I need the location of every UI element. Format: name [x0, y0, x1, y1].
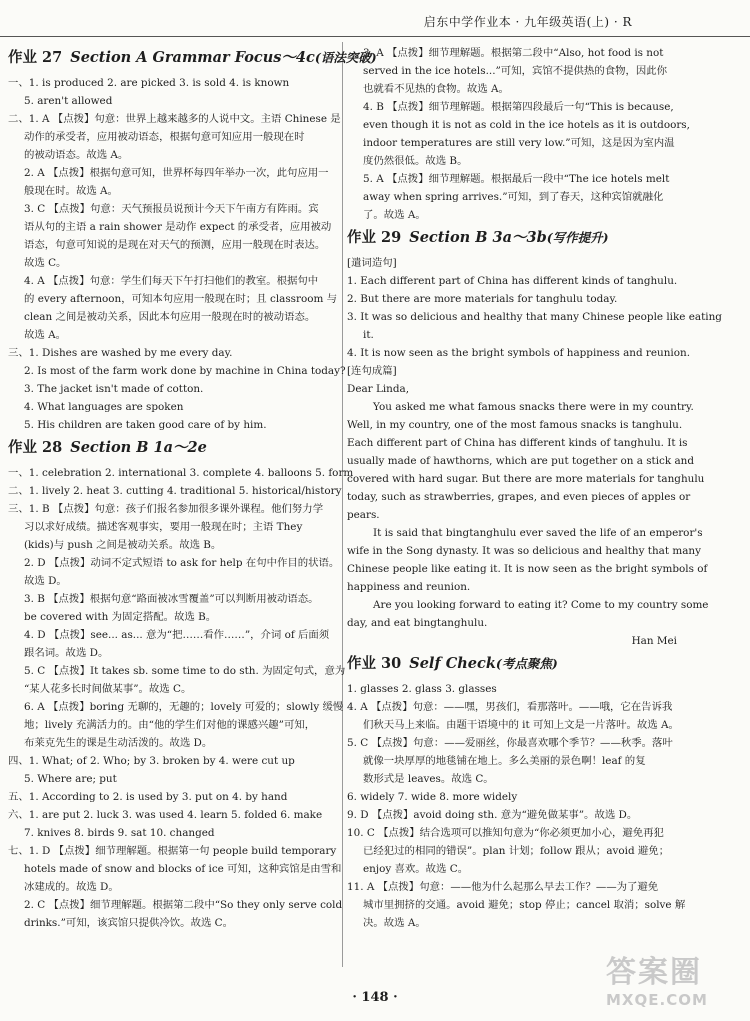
answer-line: 布莱克先生的课是生动活泼的。故选 D。 — [24, 737, 213, 749]
answer-line: 动作的承受者，应用被动语态，根据句意可知应用一般现在时 — [24, 131, 305, 143]
answer-line: 的 every afternoon，可知本句应用一般现在时；且 classroom 与 — [24, 293, 338, 305]
section-title — [347, 654, 681, 674]
answer-line: 4. What languages are spoken — [24, 401, 184, 413]
section-title — [8, 48, 377, 68]
watermark-logo — [606, 955, 742, 1017]
answer-line: 三、1. Dishes are washed by me every day. — [8, 347, 233, 359]
answer-line: 度仍然很低。故选 B。 — [363, 155, 468, 167]
section-title — [347, 228, 681, 248]
answer-line: away when spring arrives.”可知，到了春天，这种宾馆就融化 — [363, 191, 664, 203]
answer-line: 语从句的主语 a rain shower 是动作 expect 的承受者，应用被动 — [24, 221, 332, 233]
answer-line: Are you looking forward to eating it? Come to my country some — [373, 599, 709, 611]
answer-line: hotels made of snow and blocks of ice 可知，这种宾馆是由雪和 — [24, 863, 342, 875]
answer-line: 七、1. D 【点拨】细节理解题。根据第一句 people build temporary — [8, 845, 337, 857]
answer-line: 11. A 【点拨】句意：——他为什么起那么早去工作？——为了避免 — [347, 881, 659, 893]
answer-line: drinks.”可知，该宾馆只提供冷饮。故选 C。 — [24, 917, 233, 929]
answer-line: 二、1. lively 2. heat 3. cutting 4. traditional 5. historical/history — [8, 485, 342, 497]
answer-line: 2. A 【点拨】根据句意可知，世界杯每四年举办一次，此句应用一 — [24, 167, 329, 179]
answer-line: 4. It is now seen as the bright symbols of happiness and reunion. — [347, 347, 691, 359]
answer-line: 故选 A。 — [24, 329, 66, 341]
answer-line: 4. A 【点拨】句意：——嘿，男孩们，看那落叶。——哦，它在告诉我 — [347, 701, 673, 713]
section-name: Self Check — [409, 655, 496, 672]
answer-line: 3. The jacket isn't made of cotton. — [24, 383, 204, 395]
answer-line: 也就看不见热的食物。故选 A。 — [363, 83, 509, 95]
answer-line: 5. A 【点拨】细节理解题。根据最后一段中“The ice hotels melt — [363, 173, 670, 185]
answer-line: today, such as strawberries, grapes, and even pieces of apples or — [347, 491, 691, 503]
answer-line: 3. C 【点拨】句意：天气预报员说预计今天下午南方有阵雨。宾 — [24, 203, 319, 215]
answer-line: wife in the Song dynasty. It was so delicious and healthy that many — [347, 545, 701, 557]
section-number: 作业 30 — [347, 655, 402, 672]
answer-line: 4. D 【点拨】see... as... 意为“把……看作……”，介词 of 后面须 — [24, 629, 330, 641]
section-tag: (写作提升) — [546, 230, 609, 245]
answer-line: 9. D 【点拨】avoid doing sth. 意为“避免做某事”。故选 D。 — [347, 809, 638, 821]
answer-line: clean 之间是被动关系，因此本句应用一般现在时的被动语态。 — [24, 311, 316, 323]
answer-line: Chinese people like eating it. It is now seen as the bright symbols of — [347, 563, 708, 575]
answer-line: 习以求好成绩。描述客观事实，要用一般现在时；主语 They — [24, 521, 303, 533]
answer-line: It is said that bingtanghulu ever saved the life of an emperor's — [373, 527, 703, 539]
page-header — [0, 0, 750, 37]
answer-line: served in the ice hotels...”可知，宾馆不提供热的食物，因此你 — [363, 65, 668, 77]
header-title: 启东中学作业本 · 九年级英语(上) · R — [423, 15, 632, 29]
answer-line: 3. It was so delicious and healthy that many Chinese people like eating — [347, 311, 722, 323]
answer-line: 2. Is most of the farm work done by machine in China today? — [24, 365, 346, 377]
section-number: 作业 27 — [8, 49, 63, 66]
answer-line: 4. A 【点拨】句意：学生们每天下午打扫他们的教室。根据句中 — [24, 275, 319, 287]
answer-line: 四、1. What; of 2. Who; by 3. broken by 4. were cut up — [8, 755, 295, 767]
answer-line: 三、1. B 【点拨】句意：孩子们报名参加很多课外课程。他们努力学 — [8, 503, 324, 515]
answer-line: 5. aren't allowed — [24, 95, 113, 107]
answer-line: usually made of hawthorns, which are put together on a stick and — [347, 455, 695, 467]
answer-line: 2. C 【点拨】细节理解题。根据第二段中“So they only serve cold — [24, 899, 343, 911]
answer-line: 已经犯过的相同的错误”。plan 计划；follow 跟从；avoid 避免； — [363, 845, 670, 857]
section-name: Section B 3a～3b — [409, 229, 547, 246]
answer-line: 3. B 【点拨】根据句意“路面被冰雪覆盖”可以判断用被动语态。 — [24, 593, 319, 605]
answer-line: 六、1. are put 2. luck 3. was used 4. learn 5. folded 6. make — [8, 809, 323, 821]
answer-line: indoor temperatures are still very low.”可知，这是因为室内温 — [363, 137, 675, 149]
answer-line: 数形式是 leaves。故选 C。 — [363, 773, 494, 785]
page-number: · 148 · — [352, 990, 398, 1005]
answer-line: “某人花多长时间做某事”。故选 C。 — [24, 683, 192, 695]
section-title — [8, 438, 348, 458]
answer-line: covered with hard sugar. But there are more materials for tanghulu — [347, 473, 705, 485]
answer-line: be covered with 为固定搭配。故选 B。 — [24, 611, 217, 623]
answer-line: 般现在时。故选 A。 — [24, 185, 118, 197]
answer-line: pears. — [347, 509, 380, 521]
answer-line: 冰建成的。故选 D。 — [24, 881, 119, 893]
section-name: Section A Grammar Focus～4c — [70, 49, 315, 66]
section-tag: (考点聚焦) — [495, 656, 558, 671]
answer-line: 3. A 【点拨】细节理解题。根据第二段中“Also, hot food is not — [363, 47, 664, 59]
answer-line: 故选 D。 — [24, 575, 67, 587]
section-tag: (语法突破) — [314, 50, 377, 65]
answer-line: 一、1. celebration 2. international 3. complete 4. balloons 5. form — [8, 467, 354, 479]
answer-line: happiness and reunion. — [347, 581, 471, 593]
answer-line: [遣词造句] — [347, 257, 397, 269]
answer-line: even though it is not as cold in the ice hotels as it is outdoors, — [363, 119, 690, 131]
answer-line: 5. C 【点拨】句意：——爱丽丝，你最喜欢哪个季节？——秋季。落叶 — [347, 737, 673, 749]
section-number: 作业 29 — [347, 229, 402, 246]
answer-line: 1. glasses 2. glass 3. glasses — [347, 683, 497, 695]
answer-line: 故选 C。 — [24, 257, 67, 269]
answer-line: it. — [363, 329, 374, 341]
answer-line: 们秋天马上来临。由题干语境中的 it 可知上文是一片落叶。故选 A。 — [363, 719, 679, 731]
answer-line: 2. But there are more materials for tanghulu today. — [347, 293, 618, 305]
answer-line: Each different part of China has different kinds of tanghulu. It is — [347, 437, 688, 449]
section-number: 作业 28 — [8, 439, 63, 456]
answer-line: (kids)与 push 之间是被动关系。故选 B。 — [24, 539, 222, 551]
answer-line: 了。故选 A。 — [363, 209, 426, 221]
answer-line: 五、1. According to 2. is used by 3. put on 4. by hand — [8, 791, 288, 803]
answer-line: 跟名词。故选 D。 — [24, 647, 109, 659]
answer-line: 城市里拥挤的交通。avoid 避免；stop 停止；cancel 取消；solve 解 — [363, 899, 686, 911]
answer-line: 2. D 【点拨】动词不定式短语 to ask for help 在句中作目的状语。 — [24, 557, 340, 569]
answer-line: 就像一块厚厚的地毯铺在地上。多么美丽的景色啊！leaf 的复 — [363, 755, 646, 767]
answer-line: [连句成篇] — [347, 365, 397, 377]
answer-line: enjoy 喜欢。故选 C。 — [363, 863, 469, 875]
answer-line: 5. His children are taken good care of by him. — [24, 419, 267, 431]
watermark-url: MXQE.COM — [606, 991, 708, 1009]
answer-line: You asked me what famous snacks there were in my country. — [373, 401, 694, 413]
answer-line: 二、1. A 【点拨】句意：世界上越来越多的人说中文。主语 Chinese 是 — [8, 113, 341, 125]
section-name: Section B 1a～2e — [70, 439, 207, 456]
answer-line: 4. B 【点拨】细节理解题。根据第四段最后一句“This is because, — [363, 101, 674, 113]
answer-line: 5. Where are; put — [24, 773, 117, 785]
answer-line: day, and eat bingtanghulu. — [347, 617, 488, 629]
answer-line: Well, in my country, one of the most famous snacks is tanghulu. — [347, 419, 683, 431]
answer-line: 决。故选 A。 — [363, 917, 426, 929]
answer-line: 6. widely 7. wide 8. more widely — [347, 791, 518, 803]
right-column — [347, 44, 722, 932]
watermark-logo-text: 答案圈 — [606, 955, 702, 990]
answer-line: 语态，句意可知说的是现在对天气的预测，应用一般现在时表达。 — [24, 239, 326, 251]
answer-line: 地；lively 充满活力的。由“他的学生们对他的课感兴趣”可知， — [24, 719, 316, 731]
signature: Han Mei — [631, 635, 677, 647]
answer-line: 1. Each different part of China has different kinds of tanghulu. — [347, 275, 678, 287]
answer-line: 10. C 【点拨】结合选项可以推知句意为“你必须更加小心，避免再犯 — [347, 827, 664, 839]
answer-line: Dear Linda, — [347, 383, 410, 395]
answer-line: 一、1. is produced 2. are picked 3. is sold 4. is known — [8, 77, 290, 89]
answer-line: 5. C 【点拨】It takes sb. some time to do sth. 为固定句式，意为 — [24, 665, 346, 677]
answer-line: 6. A 【点拨】boring 无聊的，无趣的；lovely 可爱的；slowly 缓慢 — [24, 701, 344, 713]
answer-line: 7. knives 8. birds 9. sat 10. changed — [24, 827, 215, 839]
answer-line: 的被动语态。故选 A。 — [24, 149, 129, 161]
